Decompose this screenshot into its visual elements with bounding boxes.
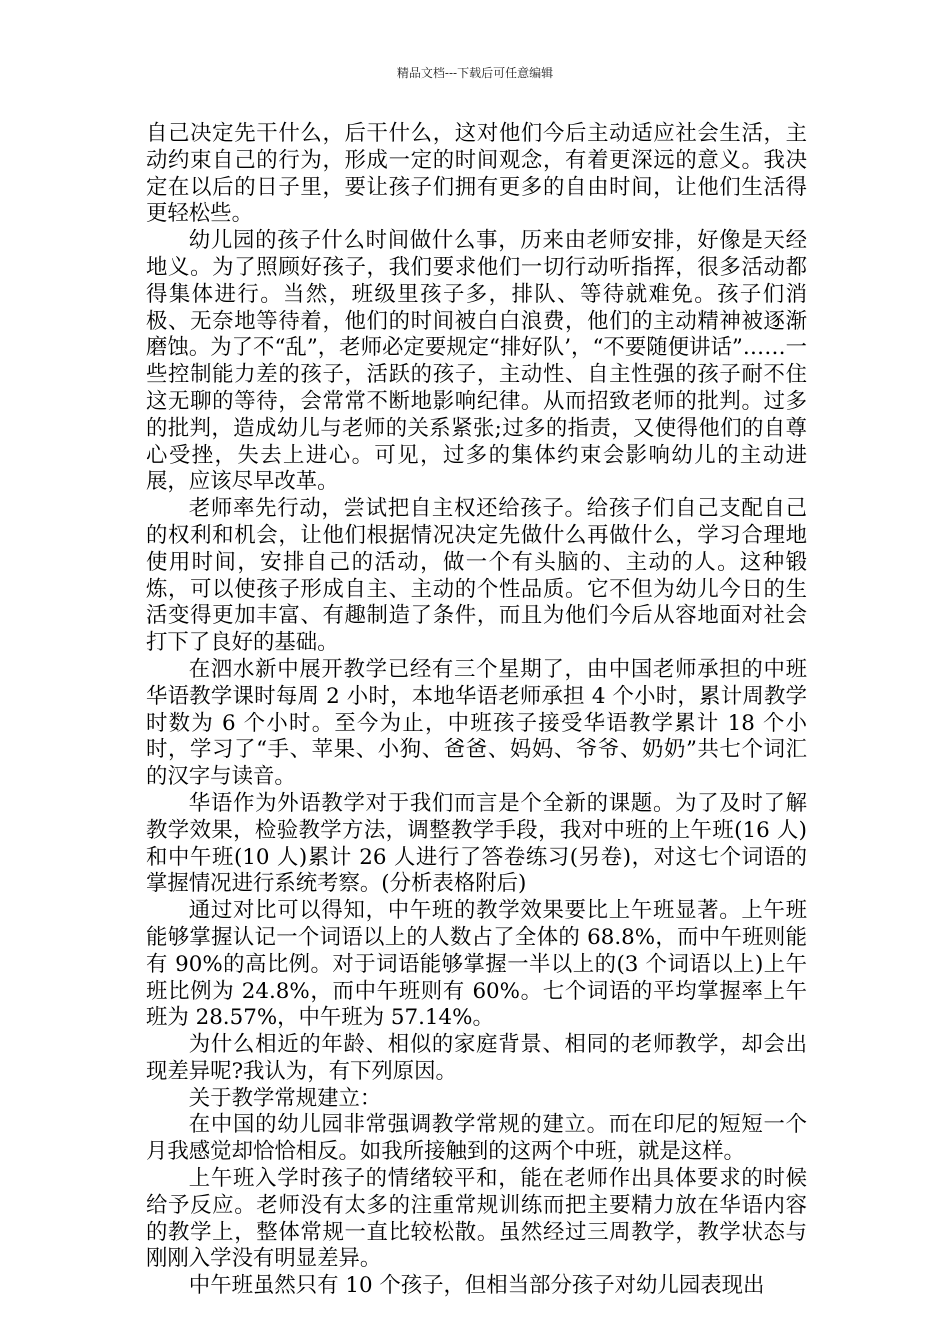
paragraph-10: 中午班虽然只有 10 个孩子，但相当部分孩子对幼儿园表现出 xyxy=(188,1273,765,1299)
paragraph-2: 幼儿园的孩子什么时间做什么事，历来由老师安排，好像是天经地义。为了照顾好孩子，我们要求他们一切行动听指挥，很多活动都得集体进行。当然，班级里孩子多，排队、等待就难免。孩子们消极、无奈地等待着，他们的时间被白白浪费，他们的主动精神被逐渐磨蚀。为了不“乱”，老师必定要规定“排好队’，“不要随便讲话”……一些控制能力差的孩子，活跃的孩子，主动性、自主性强的孩子耐不住这无聊的等待，会常常不断地影响纪律。从而招致老师的批判。过多的批判，造成幼儿与老师的关系紧张;过多的指责，又使得他们的自尊心受挫，失去上进心。可见，过多的集体约束会影响幼儿的主动进展，应该尽早改革。 xyxy=(146,228,807,495)
paragraph-9: 上午班入学时孩子的情绪较平和，能在老师作出具体要求的时候给予反应。老师没有太多的注重常规训练而把主要精力放在华语内容的教学上，整体常规一直比较松散。虽然经过三周教学，教学状态与刚刚入学没有明显差异。 xyxy=(146,1166,807,1272)
paragraph-5: 华语作为外语教学对于我们而言是个全新的课题。为了及时了解教学效果，检验教学方法，调整教学手段，我对中班的上午班(16 人)和中午班(10 人)累计 26 人进行了答卷练习(另卷)，对这七个词语的掌握情况进行系统考察。(分析表格附后) xyxy=(146,790,807,897)
paragraph-7: 为什么相近的年龄、相似的家庭背景、相同的老师教学，却会出现差异呢?我认为，有下列原因。 xyxy=(146,1032,807,1084)
paragraph-4: 在泗水新中展开教学已经有三个星期了，由中国老师承担的中班华语教学课时每周 2 小时，本地华语老师承担 4 个小时，累计周教学时数为 6 个小时。至今为止，中班孩子接受华语教学累计 18 个小时，学习了“手、苹果、小狗、爸爸、妈妈、爷爷、奶奶”共七个词汇的汉字与读音。 xyxy=(146,656,807,790)
section-heading: 关于教学常规建立： xyxy=(188,1085,382,1111)
paragraph-6: 通过对比可以得知，中午班的教学效果要比上午班显著。上午班能够掌握认记一个词语以上的人数占了全体的 68.8%，而中午班则能有 90%的高比例。对于词语能够掌握一半以上的(3 个词语以上)上午班比例为 24.8%，而中午班则有 60%。七个词语的平均掌握率上午班为 28.57%，中午班为 57.14%。 xyxy=(146,898,807,1031)
page-header: 精品文档---下载后可任意编辑 xyxy=(396,66,554,80)
paragraph-1: 自己决定先干什么，后干什么，这对他们今后主动适应社会生活，主动约束自己的行为，形成一定的时间观念，有着更深远的意义。我决定在以后的日子里，要让孩子们拥有更多的自由时间，让他们生活得更轻松些。 xyxy=(146,121,807,227)
paragraph-3: 老师率先行动，尝试把自主权还给孩子。给孩子们自己支配自己的权利和机会，让他们根据情况决定先做什么再做什么，学习合理地使用时间，安排自己的活动，做一个有头脑的、主动的人。这种锻炼，可以使孩子形成自主、主动的个性品质。它不但为幼儿今日的生活变得更加丰富、有趣制造了条件，而且为他们今后从容地面对社会打下了良好的基础。 xyxy=(146,496,807,656)
document-body xyxy=(146,121,807,1300)
paragraph-8: 在中国的幼儿园非常强调教学常规的建立。而在印尼的短短一个月我感觉却恰恰相反。如我所接触到的这两个中班，就是这样。 xyxy=(146,1112,807,1165)
